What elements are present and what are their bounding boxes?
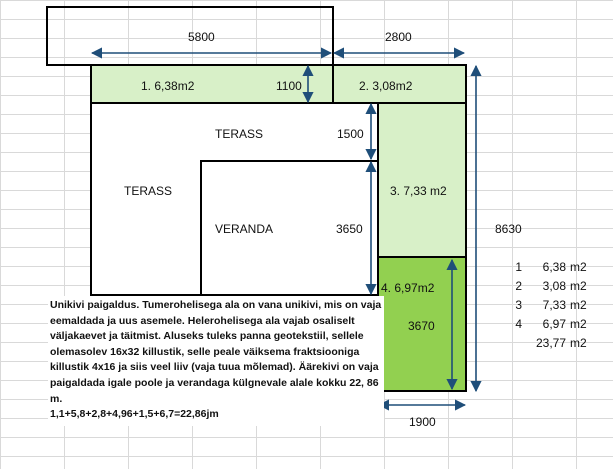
dim-1500: 1500 xyxy=(337,127,364,141)
installation-note xyxy=(48,296,384,426)
row-value: 7,33 xyxy=(542,298,566,312)
dim-3650: 3650 xyxy=(336,222,363,236)
row-number: 4 xyxy=(515,317,522,331)
terass-top-label: TERASS xyxy=(215,127,264,141)
row-unit: m2 xyxy=(570,298,587,312)
note-formula: 1,1+5,8+2,8+4,96+1,5+6,7=22,86jm xyxy=(50,408,219,421)
row-value: 6,38 xyxy=(542,260,566,274)
area-4-label: 4. 6,97m2 xyxy=(381,281,435,295)
row-value: 3,08 xyxy=(542,279,566,293)
dim-3670: 3670 xyxy=(408,319,435,333)
row-unit: m2 xyxy=(570,260,587,274)
row-number: 2 xyxy=(515,279,522,293)
row-unit: m2 xyxy=(570,317,587,331)
row-number: 3 xyxy=(515,298,522,312)
dim-5800: 5800 xyxy=(188,30,215,44)
total-value: 23,77 xyxy=(535,336,566,350)
area-2-label: 2. 3,08m2 xyxy=(359,79,413,93)
dim-8630: 8630 xyxy=(495,222,522,236)
terass-left-label: TERASS xyxy=(124,184,173,198)
area-3-label: 3. 7,33 m2 xyxy=(390,184,447,198)
row-unit: m2 xyxy=(570,279,587,293)
dim-1900: 1900 xyxy=(409,415,436,429)
area-summary-table xyxy=(514,258,604,354)
total-unit: m2 xyxy=(570,336,587,350)
veranda-label: VERANDA xyxy=(215,222,274,236)
dim-1100: 1100 xyxy=(276,79,302,93)
row-number: 1 xyxy=(515,260,522,274)
note-text: Unikivi paigaldus. Tumerohelisega ala on vana unikivi, mis on vaja eemaldada ja uus asemele. Helerohelisega ala vajab osaliselt väljakaevet ja täitmist. Aluseks tuleks panna geotekstiil, sellele olemasolev 16x32 killustik, selle peale väiksema fraktsiooniga killustik 4x16 ja siis veel liiv (vaja tuua mõlemad). Äärekivi on vaja paigaldada igale poole ja verandaga külgnevale alale kokku 22, 86 m. xyxy=(50,299,382,405)
dim-2800: 2800 xyxy=(385,30,412,44)
area-1-label: 1. 6,38m2 xyxy=(141,79,195,93)
row-value: 6,97 xyxy=(542,317,566,331)
